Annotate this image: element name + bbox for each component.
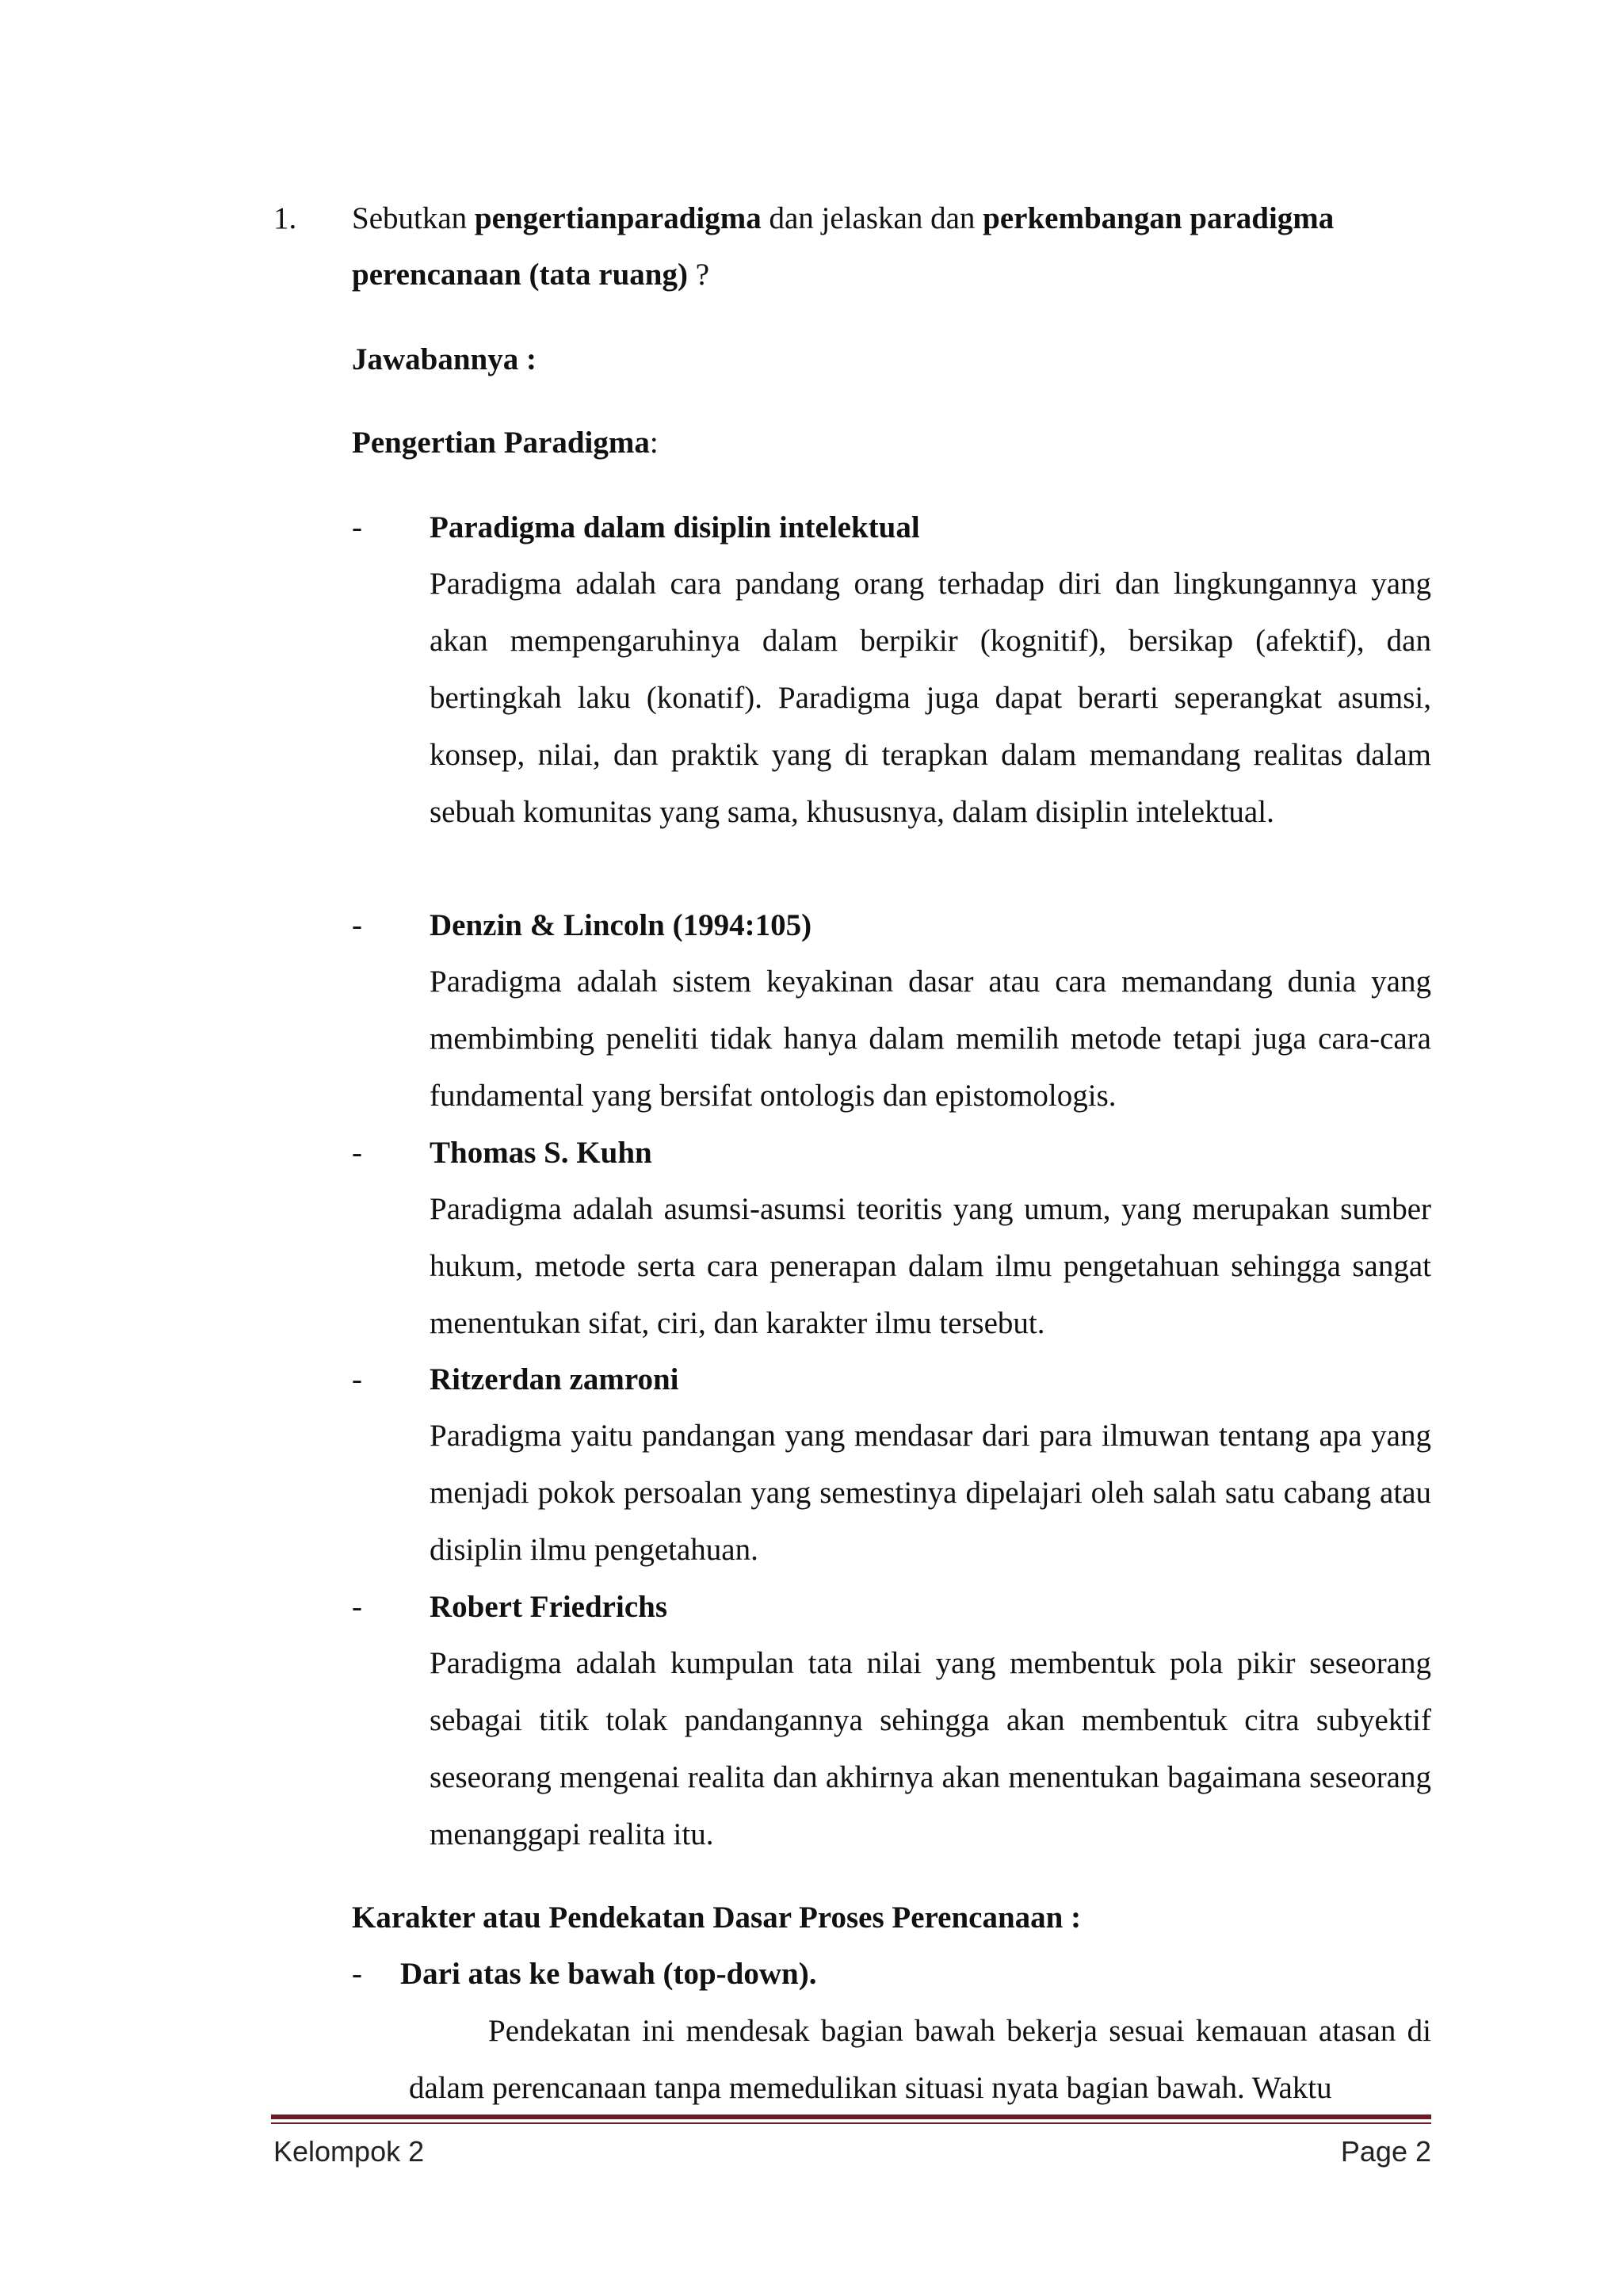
approach-text: Pendekatan ini mendesak bagian bawah bekerja sesuai kemauan atasan di dalam perencanaan tanpa memedulikan situasi nyata bagian bawah. Waktu	[409, 2014, 1431, 2105]
footer-rule	[271, 2122, 1431, 2124]
question-line-1	[352, 190, 1334, 247]
definition-heading-title: Pengertian Paradigma	[352, 426, 650, 460]
footer-rule	[271, 2115, 1431, 2119]
definition-text: Paradigma adalah asumsi-asumsi teoritis yang umum, yang merupakan sumber hukum, metode serta cara penerapan dalam ilmu pengetahuan sehingga sangat menentukan sifat, ciri, dan karakter ilmu tersebut.	[430, 1192, 1431, 1340]
list-dash: -	[352, 1362, 362, 1396]
definition-heading-colon: :	[649, 426, 659, 460]
list-dash: -	[352, 908, 362, 942]
list-dash: -	[352, 1590, 362, 1624]
definition-title: Robert Friedrichs	[430, 1590, 668, 1624]
definition-text: Paradigma adalah sistem keyakinan dasar atau cara memandang dunia yang membimbing peneliti tidak hanya dalam memilih metode tetapi juga cara-cara fundamental yang bersifat ontologis dan epistomologis.	[430, 965, 1431, 1113]
list-dash: -	[352, 1136, 362, 1170]
definition-title: Thomas S. Kuhn	[430, 1136, 652, 1170]
definition-title: Ritzerdan zamroni	[430, 1362, 679, 1396]
question-number: 1.	[273, 201, 297, 235]
question-bold-term: perkembangan paradigma	[983, 201, 1335, 235]
definition-title: Denzin & Lincoln (1994:105)	[430, 908, 812, 942]
character-heading: Karakter atau Pendekatan Dasar Proses Perencanaan :	[352, 1901, 1082, 1935]
list-dash: -	[352, 510, 362, 544]
definition-text: Paradigma adalah cara pandang orang terhadap diri dan lingkungannya yang akan mempengaruhinya dalam berpikir (kognitif), bersikap (afektif), dan bertingkah laku (konatif). Paradigma juga dapat berarti seperangkat asumsi, konsep, nilai, dan praktik yang di terapkan dalam memandang realitas dalam sebuah komunitas yang sama, khususnya, dalam disiplin intelektual.	[430, 567, 1431, 829]
definition-title: Paradigma dalam disiplin intelektual	[430, 510, 920, 544]
question-line-2	[352, 246, 709, 304]
approach-title: Dari atas ke bawah (top-down).	[400, 1957, 817, 1991]
question-bold-term: pengertianparadigma	[474, 201, 762, 235]
definition-heading	[352, 415, 659, 472]
footer-group-label: Kelompok 2	[273, 2135, 425, 2168]
question-text: Sebutkan	[352, 201, 475, 235]
answer-label: Jawabannya :	[352, 342, 537, 376]
definition-text: Paradigma yaitu pandangan yang mendasar dari para ilmuwan tentang apa yang menjadi pokok persoalan yang semestinya dipelajari oleh salah satu cabang atau disiplin ilmu pengetahuan.	[430, 1419, 1431, 1567]
question-text: ?	[687, 258, 709, 292]
list-dash: -	[352, 1957, 362, 1991]
footer-page-number: Page 2	[1340, 2135, 1431, 2168]
question-text: dan jelaskan dan	[761, 201, 983, 235]
question-bold-term: perencanaan (tata ruang)	[352, 258, 688, 292]
definition-text: Paradigma adalah kumpulan tata nilai yang membentuk pola pikir seseorang sebagai titik tolak pandangannya sehingga akan membentuk citra subyektif seseorang mengenai realita dan akhirnya akan menentukan bagaimana seseorang menanggapi realita itu.	[430, 1646, 1431, 1851]
